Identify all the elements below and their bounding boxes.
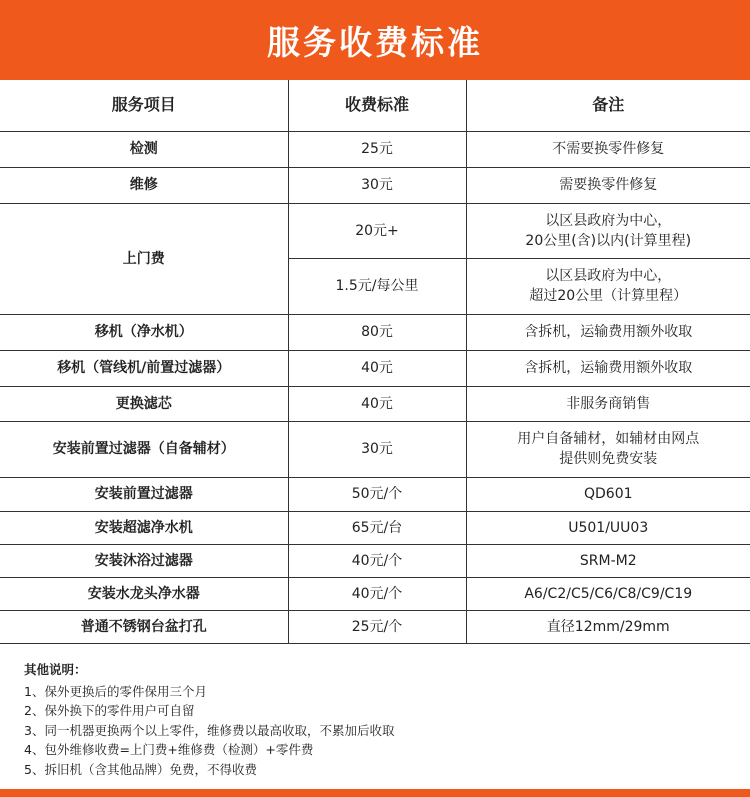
note-item: 1、保外更换后的零件保用三个月 bbox=[24, 683, 207, 699]
service-item-cell: 上门费 bbox=[0, 203, 288, 314]
note-cell: SRM-M2 bbox=[466, 544, 750, 577]
note-item: 3、同一机器更换两个以上零件，维修费以最高收取，不累加后收取 bbox=[24, 722, 395, 738]
notes-title: 其他说明： bbox=[24, 662, 87, 677]
fee-cell: 25元 bbox=[288, 131, 466, 167]
note-item: 5、拆旧机（含其他品牌）免费，不得收费 bbox=[24, 761, 257, 777]
note-cell: 需要换零件修复 bbox=[466, 167, 750, 203]
note-cell: 非服务商销售 bbox=[466, 386, 750, 421]
note-line: 超过20公里（计算里程） bbox=[529, 288, 688, 304]
note-cell: 含拆机，运输费用额外收取 bbox=[466, 314, 750, 350]
table-row bbox=[0, 203, 750, 258]
bottom-accent-bar bbox=[0, 789, 750, 797]
table-row bbox=[0, 167, 750, 203]
page-header bbox=[0, 0, 750, 80]
fee-cell: 1.5元/每公里 bbox=[288, 258, 466, 314]
note-cell bbox=[466, 203, 750, 258]
table-row bbox=[0, 477, 750, 511]
service-item-cell: 移机（净水机） bbox=[0, 314, 288, 350]
fee-table bbox=[0, 80, 750, 644]
service-item-cell: 安装前置过滤器（自备辅材） bbox=[0, 421, 288, 477]
table-row bbox=[0, 577, 750, 610]
fee-cell: 25元/个 bbox=[288, 610, 466, 643]
note-line: 20公里(含)以内(计算里程) bbox=[525, 232, 692, 249]
note-line: 提供则免费安装 bbox=[559, 451, 658, 467]
table-row bbox=[0, 610, 750, 643]
table-header-row bbox=[0, 80, 750, 131]
header-remarks: 备注 bbox=[466, 80, 750, 131]
service-item-cell: 普通不锈钢台盆打孔 bbox=[0, 610, 288, 643]
table-row bbox=[0, 314, 750, 350]
table-row bbox=[0, 350, 750, 386]
fee-cell: 40元 bbox=[288, 350, 466, 386]
service-item-cell: 检测 bbox=[0, 131, 288, 167]
fee-cell: 50元/个 bbox=[288, 477, 466, 511]
fee-cell: 40元/个 bbox=[288, 577, 466, 610]
note-cell: A6/C2/C5/C6/C8/C9/C19 bbox=[466, 577, 750, 610]
header-fee-standard: 收费标准 bbox=[288, 80, 466, 131]
note-cell: 直径12mm/29mm bbox=[466, 610, 750, 643]
note-cell: 不需要换零件修复 bbox=[466, 131, 750, 167]
note-cell: 含拆机，运输费用额外收取 bbox=[466, 350, 750, 386]
table-row bbox=[0, 511, 750, 544]
other-notes bbox=[24, 660, 724, 779]
note-line: 用户自备辅材，如辅材由网点 bbox=[517, 431, 700, 447]
fee-cell: 20元+ bbox=[288, 203, 466, 258]
note-item: 2、保外换下的零件用户可自留 bbox=[24, 703, 195, 718]
note-item: 4、包外维修收费=上门费+维修费（检测）+零件费 bbox=[24, 742, 314, 757]
page-title: 服务收费标准 bbox=[267, 22, 483, 62]
table-row bbox=[0, 544, 750, 577]
service-item-cell: 移机（管线机/前置过滤器） bbox=[0, 350, 288, 386]
note-cell: U501/UU03 bbox=[466, 511, 750, 544]
header-service-item: 服务项目 bbox=[0, 80, 288, 131]
note-line: 以区县政府为中心， bbox=[545, 268, 672, 284]
fee-cell: 80元 bbox=[288, 314, 466, 350]
note-cell bbox=[466, 421, 750, 477]
note-cell bbox=[466, 258, 750, 314]
fee-cell: 65元/台 bbox=[288, 511, 466, 544]
fee-cell: 40元/个 bbox=[288, 544, 466, 577]
fee-cell: 30元 bbox=[288, 167, 466, 203]
service-item-cell: 安装沐浴过滤器 bbox=[0, 544, 288, 577]
service-item-cell: 更换滤芯 bbox=[0, 386, 288, 421]
service-item-cell: 安装前置过滤器 bbox=[0, 477, 288, 511]
table-row bbox=[0, 386, 750, 421]
fee-cell: 30元 bbox=[288, 421, 466, 477]
service-item-cell: 维修 bbox=[0, 167, 288, 203]
note-line: 以区县政府为中心， bbox=[545, 212, 672, 229]
table-row bbox=[0, 421, 750, 477]
service-item-cell: 安装超滤净水机 bbox=[0, 511, 288, 544]
fee-cell: 40元 bbox=[288, 386, 466, 421]
note-cell: QD601 bbox=[466, 477, 750, 511]
table-row bbox=[0, 131, 750, 167]
service-item-cell: 安装水龙头净水器 bbox=[0, 577, 288, 610]
